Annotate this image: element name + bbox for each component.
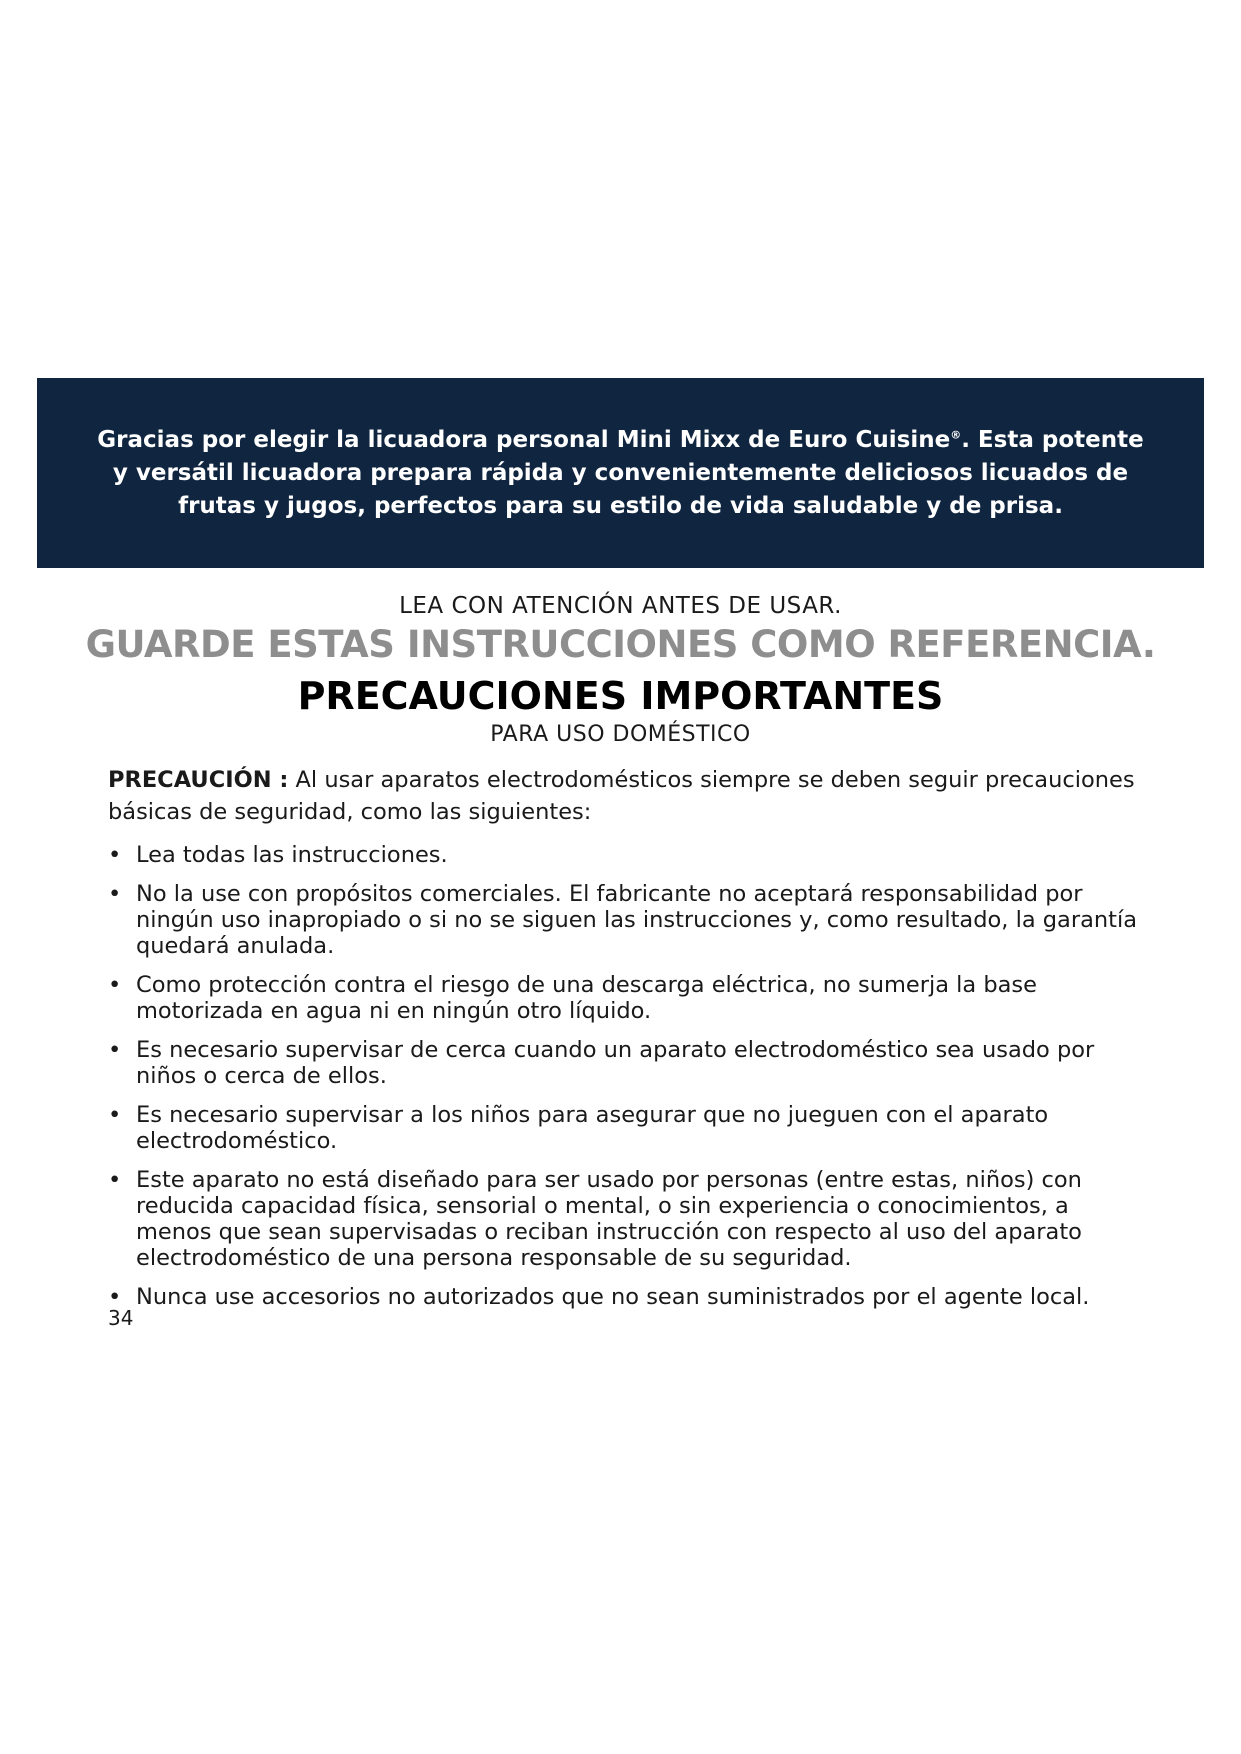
bullet-icon: • <box>108 1037 122 1063</box>
caution-paragraph <box>108 764 1148 828</box>
list-item-text: Es necesario supervisar de cerca cuando un aparato electrodoméstico sea usado por niños o cerca de ellos. <box>136 1037 1095 1089</box>
list-item-text: Es necesario supervisar a los niños para asegurar que no jueguen con el aparato electrodoméstico. <box>136 1102 1049 1154</box>
precautions-content <box>108 764 1148 1323</box>
bullet-icon: • <box>108 1284 122 1310</box>
list-item <box>108 842 1148 868</box>
important-precautions-title: PRECAUCIONES IMPORTANTES <box>297 674 944 718</box>
caution-label: PRECAUCIÓN : <box>108 767 289 793</box>
precautions-list <box>108 842 1148 1310</box>
list-item-text: No la use con propósitos comerciales. El fabricante no aceptará responsabilidad por ningún uso inapropiado o si no se siguen las instrucciones y, como resultado, la garantía quedará anulada. <box>136 881 1137 959</box>
caution-text: Al usar aparatos electrodomésticos siempre se deben seguir precauciones básicas de seguridad, como las siguientes: <box>108 767 1135 825</box>
bullet-icon: • <box>108 972 122 998</box>
registered-mark: ® <box>950 427 962 441</box>
bullet-icon: • <box>108 1102 122 1128</box>
list-item-text: Lea todas las instrucciones. <box>136 842 448 868</box>
bullet-icon: • <box>108 842 122 868</box>
intro-text <box>97 424 1144 523</box>
list-item-text: Como protección contra el riesgo de una descarga eléctrica, no sumerja la base motorizada en agua ni en ningún otro líquido. <box>136 972 1037 1024</box>
read-carefully-notice: LEA CON ATENCIÓN ANTES DE USAR. <box>399 593 842 619</box>
heading-block <box>0 590 1241 750</box>
list-item <box>108 1037 1148 1089</box>
intro-text-start: Gracias por elegir la licuadora personal Mini Mixx de Euro Cuisine <box>97 426 951 453</box>
list-item <box>108 881 1148 959</box>
page-number: 34 <box>108 1306 134 1330</box>
list-item-text: Nunca use accesorios no autorizados que no sean suministrados por el agente local. <box>136 1284 1090 1310</box>
intro-text-end: . Esta potente y versátil licuadora prepara rápida y convenientemente deliciosos licuados de frutas y jugos, perfectos para su estilo de vida saludable y de prisa. <box>112 426 1144 519</box>
bullet-icon: • <box>108 1167 122 1193</box>
bullet-icon: • <box>108 881 122 907</box>
household-use-subtitle: PARA USO DOMÉSTICO <box>490 722 751 747</box>
intro-banner <box>37 378 1204 568</box>
list-item <box>108 1102 1148 1154</box>
list-item <box>108 1284 1148 1310</box>
list-item-text: Este aparato no está diseñado para ser usado por personas (entre estas, niños) con reducida capacidad física, sensorial o mental, o sin experiencia o conocimientos, a menos que sean supervisadas o reciban instrucción con respecto al uso del aparato electrodoméstico de una persona responsable de su seguridad. <box>136 1167 1082 1271</box>
list-item <box>108 1167 1148 1271</box>
save-instructions-heading: GUARDE ESTAS INSTRUCCIONES COMO REFERENCIA. <box>85 623 1156 666</box>
list-item <box>108 972 1148 1024</box>
